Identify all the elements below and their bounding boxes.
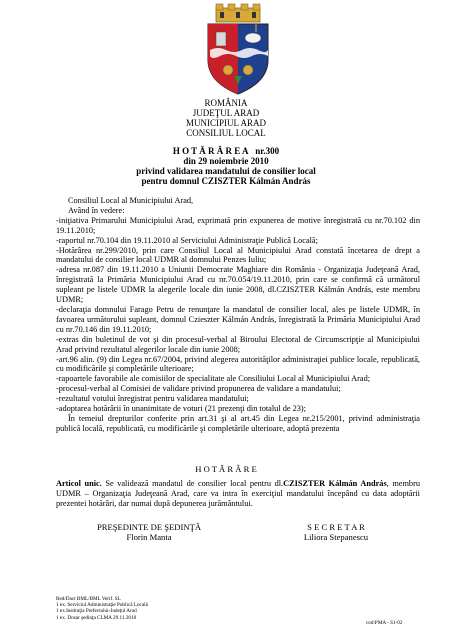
footer-code: cod:PMA– S1-02 — [366, 620, 403, 626]
decision-heading: H O T Ă R Â R E — [195, 464, 257, 474]
consideration-item: -adoptarea hotărârii în unanimitate de voturi (21 prezenţi din totalul de 23); — [56, 404, 306, 414]
consideration-item: -raportul nr.70.104 din 19.11.2010 al Serviciului Administraţie Publică Locală; — [56, 235, 318, 245]
signature-left-role: PREŞEDINTE DE ŞEDINŢĂ — [96, 522, 202, 532]
article-text-after: , membru UDMR – Organizaţia Judeţeană Arad, care va intra în exerciţiul mandatului începând cu data adoptării prezentei hotărâri, dar numai după depunerea jurământului. — [56, 479, 420, 508]
footer-line: Red/Dact BML/BML Verif. SL — [56, 596, 121, 602]
title-subject-2: pentru domnul CZISZTER Kálmán András — [141, 176, 311, 186]
header-council: CONSILIUL LOCAL — [186, 128, 266, 138]
consideration-item: -art.96 alin. (9) din Legea nr.67/2004, privind alegerea autorităţilor administraţiei publice locale, republicată, cu modificările şi completările ulterioare; — [56, 354, 420, 374]
title-subject-1: privind validarea mandatului de consilier local — [136, 166, 316, 176]
consideration-item: -procesul-verbal al Comisiei de validare privind propunerea de validare a mandatului; — [56, 384, 341, 394]
consideration-item: -declaraţia domnului Farago Petru de renunţare la mandatul de consilier local, ales pe listele UDMR, în favoarea următorului supleant, domnul Czieszter Kálmán András, înregistrată la Primăria Municipiului Arad cu nr.70.146 din 19.11.2010; — [56, 304, 420, 334]
header-country: ROMÂNIA — [204, 98, 248, 108]
consideration-item: -extras din buletinul de vot şi din procesul-verbal al Biroului Electoral de Circumscripţie al Municipiului Arad privind rezultatul alegerilor locale din iunie 2008; — [56, 334, 420, 354]
coat-of-arms-icon — [198, 2, 278, 96]
signature-left — [74, 522, 224, 542]
document-body — [56, 196, 420, 434]
article-name: CZISZTER Kálmán András — [283, 479, 387, 488]
consideration-item: -iniţiativa Primarului Municipiului Arad, exprimată prin expunerea de motive înregistrată cu nr.70.102 din 19.11.2010; — [56, 215, 420, 235]
header-county: JUDEŢUL ARAD — [192, 108, 260, 118]
legal-basis: În temeiul drepturilor conferite prin art.31 şi al art.45 din Legea nr.215/2001, privind administraţia publică locală, republicată, cu modificările şi completările ulterioare, adoptă prezenta — [56, 413, 420, 433]
consideration-item: -adresa nr.087 din 19.11.2010 a Uniunii Democrate Maghiare din România - Organizaţia Judeţeană Arad, înregistrată la Primăria Municipiului Arad cu nr.70.054/19.11.2010, prin care se confirmă că următorul supleant pe listele UDMR la alegerile locale din iunie 2008, dl.CZISZTER Kálmán András, este membru UDMR; — [56, 265, 420, 305]
footer-line: 1 ex. Serviciul Administraţie Publică Locală — [56, 602, 148, 609]
consideration-item: -rapoartele favorabile ale comisiilor de specialitate ale Consiliului Local al Municipiului Arad; — [56, 374, 371, 384]
title-number: nr.300 — [255, 146, 280, 156]
footer-distribution — [56, 596, 148, 621]
intro-council: Consiliul Local al Municipiului Arad, — [68, 196, 194, 205]
signature-right — [276, 522, 396, 542]
article-paragraph — [56, 479, 420, 509]
footer-line: 1 ex. Dosar şedinţa CLMA 29.11.2010 — [56, 614, 137, 621]
signature-left-name: Florin Manta — [126, 532, 172, 542]
document-title — [0, 146, 452, 156]
signature-right-name: Liliora Stepanescu — [303, 532, 369, 542]
title-doc: H O T Ă R Â R E A — [172, 146, 249, 156]
article-label: Articol unic. — [56, 479, 102, 488]
intro-having: Având în vedere: — [68, 205, 125, 215]
title-date: din 29 noiembrie 2010 — [183, 156, 269, 166]
article-text-before: Se validează mandatul de consilier local pentru dl. — [101, 479, 284, 488]
consideration-item: -rezultatul votului înregistrat pentru validarea mandatului; — [56, 394, 249, 404]
consideration-item: -Hotărârea nr.299/2010, prin care Consiliul Local al Municipiului Arad constată încetarea de drept a mandatului de consilier local UDMR al domnului Penzes Iuliu; — [56, 245, 420, 265]
signature-right-role: S E C R E T A R — [307, 522, 365, 532]
footer-line: 1 ex.Instituţia Prefectului-Judeţul Arad — [56, 608, 137, 615]
header-municipality: MUNICIPIUL ARAD — [186, 118, 266, 128]
